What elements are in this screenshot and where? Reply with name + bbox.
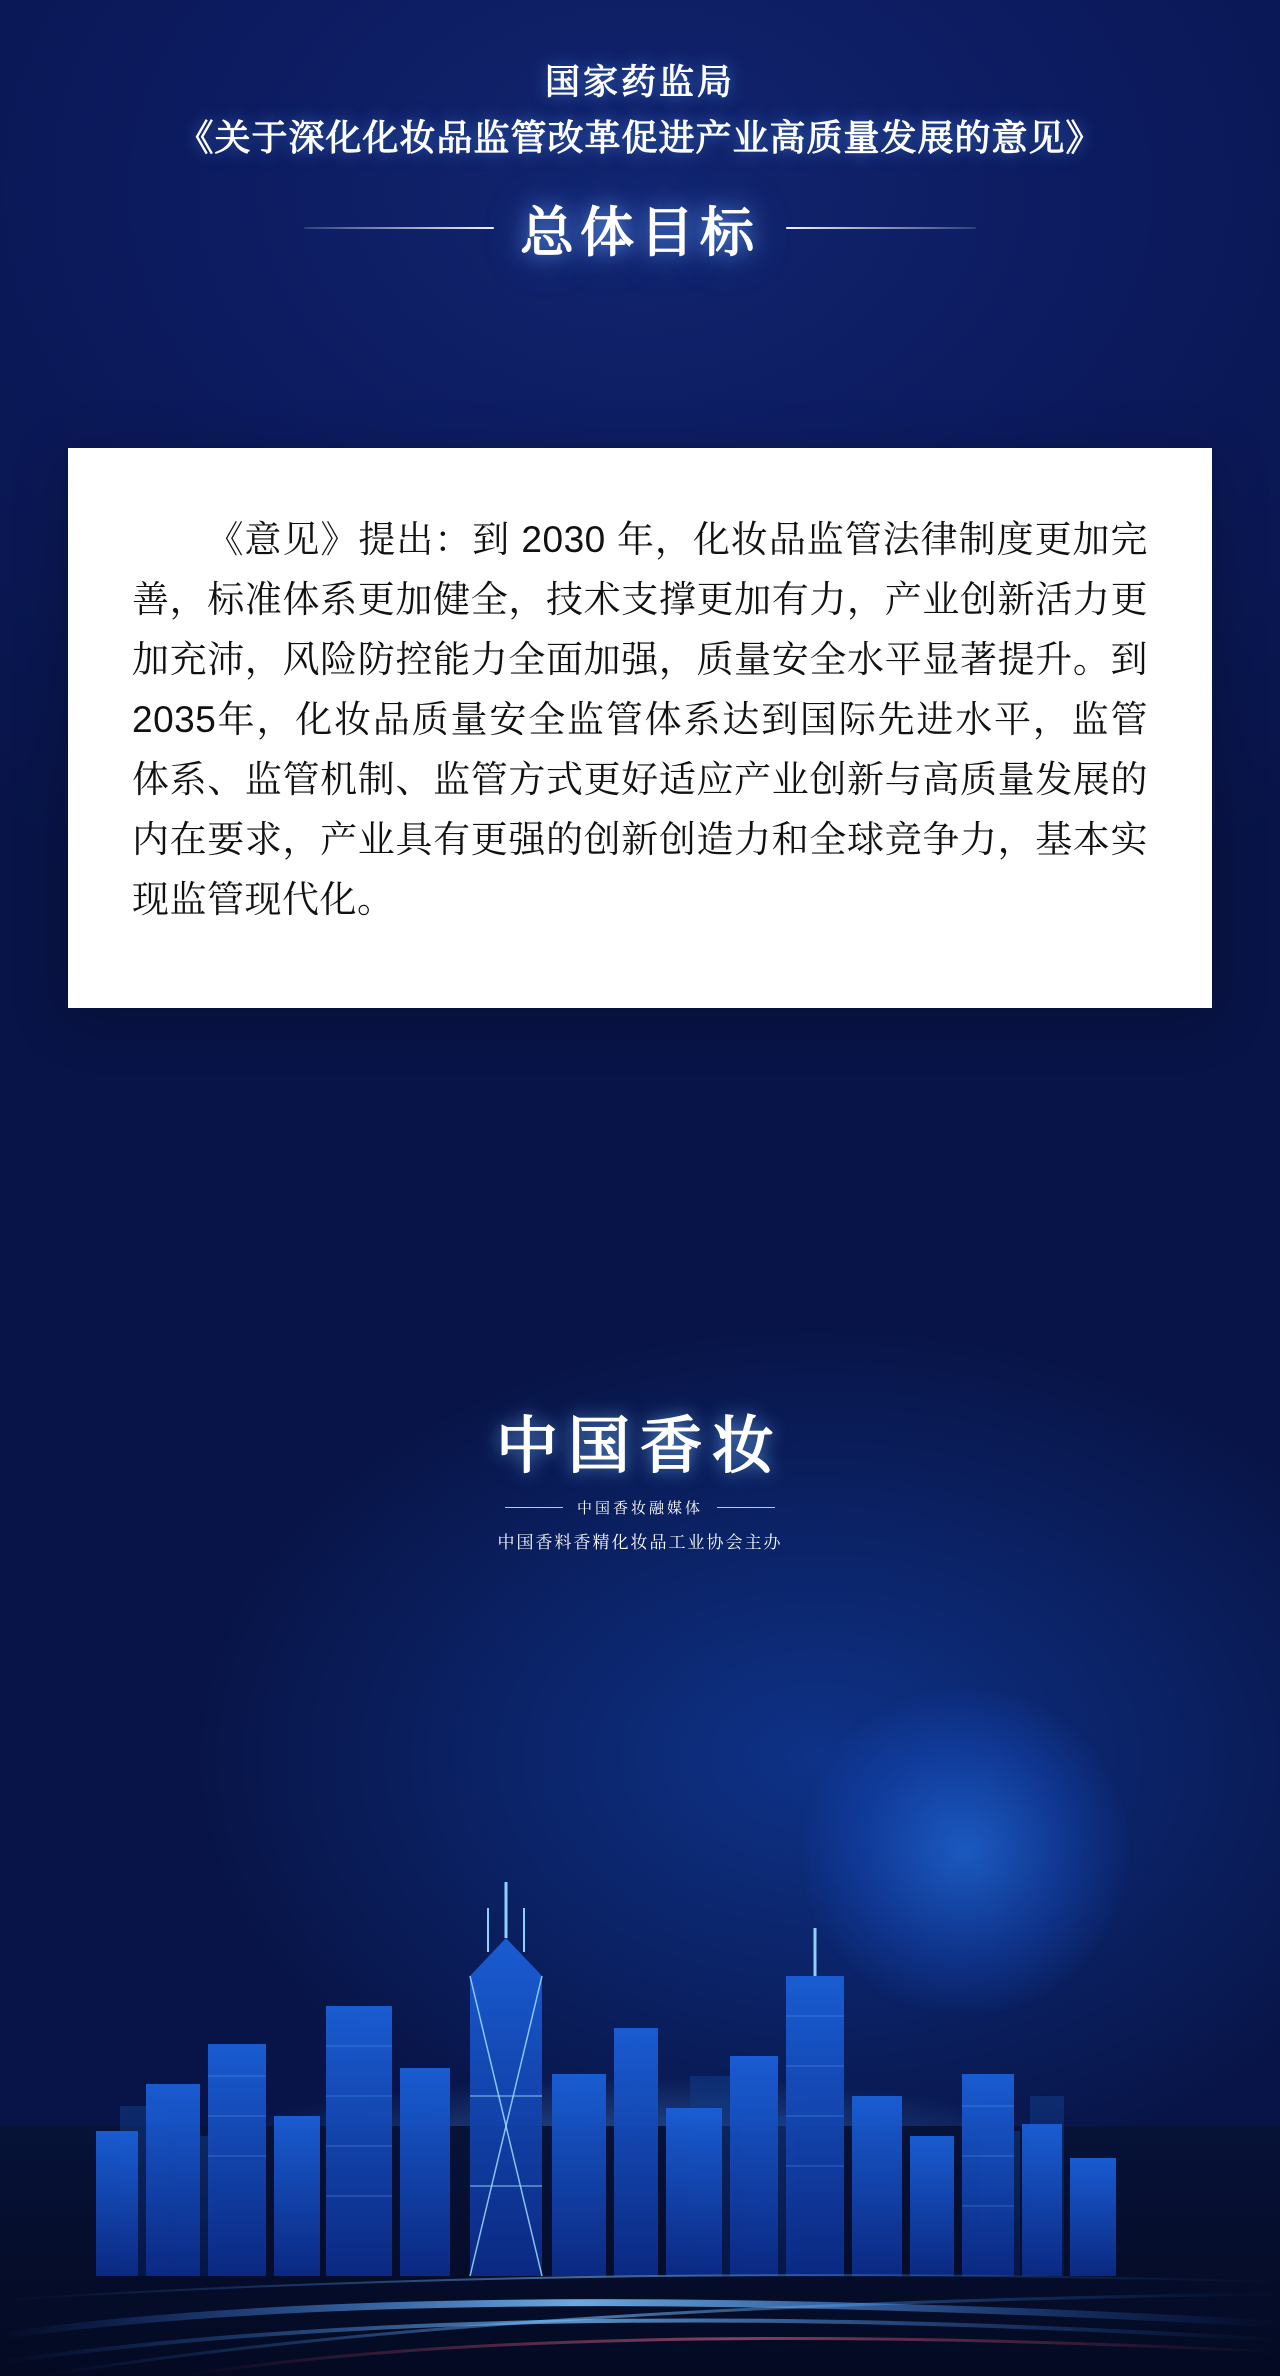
content-paragraph: 《意见》提出：到 2030 年，化妆品监管法律制度更加完善，标准体系更加健全，技术支撑更加有力，产业创新活力更加充沛，风险防控能力全面加强，质量安全水平显著提升。到2035年，化妆品质量安全监管体系达到国际先进水平，监管体系、监管机制、监管方式更好适应产业创新与高质量发展的内在要求，产业具有更强的创新创造力和全球竞争力，基本实现监管现代化。	[132, 519, 1148, 920]
brand-subtitle: 中国香妆融媒体	[576, 1500, 703, 1517]
divider-right	[786, 227, 976, 229]
content-card	[68, 448, 1212, 1008]
page-title-line-2: 《关于深化化妆品监管改革促进产业高质量发展的意见》	[177, 116, 1103, 159]
brand-organization: 中国香料香精化妆品工业协会主办	[497, 1533, 783, 1552]
brand-subtitle-row	[0, 1497, 1280, 1518]
cityscape-illustration	[0, 1676, 1280, 2376]
brand-lockup	[0, 1409, 1280, 1553]
brand-divider-left	[505, 1507, 563, 1508]
city-skyline-svg	[0, 1676, 1280, 2376]
page-title-line-1: 国家药监局	[544, 62, 735, 103]
brand-logo-text: 中国香妆	[495, 1409, 784, 1482]
content-card-body	[68, 448, 1212, 930]
brand-divider-right	[717, 1507, 775, 1508]
subtitle-row	[0, 190, 1280, 267]
section-subtitle: 总体目标	[520, 199, 760, 264]
poster-header	[0, 60, 1280, 267]
divider-left	[304, 227, 494, 229]
